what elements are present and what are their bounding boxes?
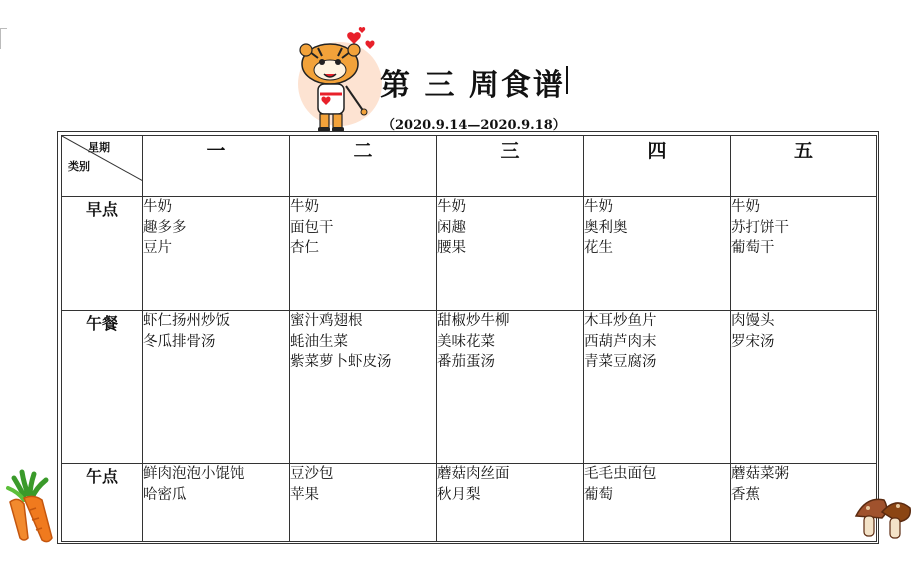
- menu-item: 罗宋汤: [731, 333, 775, 350]
- menu-item: 番茄蛋汤: [437, 354, 495, 370]
- meal-category: 午点: [62, 464, 143, 542]
- menu-item: 香蕉: [731, 486, 760, 503]
- menu-item: 甜椒炒牛柳: [437, 313, 510, 329]
- menu-item: 葡萄干: [731, 240, 775, 256]
- menu-item: 牛奶: [437, 199, 466, 215]
- mushroom-icon: [852, 494, 914, 542]
- menu-item: 秋月梨: [437, 486, 481, 503]
- menu-cell: [731, 311, 877, 464]
- date-range: （2020.9.14—2020.9.18）: [382, 118, 566, 133]
- day-header: 五: [731, 136, 877, 197]
- menu-item: 杏仁: [290, 240, 319, 256]
- menu-item: 虾仁扬州炒饭: [143, 313, 230, 329]
- menu-item: 蜜汁鸡翅根: [290, 313, 363, 329]
- day-header: 一: [143, 136, 290, 197]
- meal-row: [62, 311, 877, 464]
- menu-item: 哈密瓜: [143, 486, 187, 503]
- menu-item: 美味花菜: [437, 333, 495, 350]
- text-cursor: [566, 66, 568, 94]
- menu-item: 苹果: [290, 486, 319, 503]
- menu-cell: [584, 311, 731, 464]
- menu-cell: [584, 464, 731, 542]
- menu-item: 牛奶: [143, 199, 172, 215]
- menu-item: 奥利奥: [584, 219, 628, 236]
- menu-cell: [437, 464, 584, 542]
- menu-item: 青菜豆腐汤: [584, 354, 657, 370]
- corner-week-label: 星期: [88, 141, 110, 154]
- menu-cell: [731, 197, 877, 311]
- menu-item: 豆片: [143, 240, 172, 256]
- meal-row: [62, 464, 877, 542]
- header-row: [62, 136, 877, 197]
- corner-header-cell: [62, 136, 143, 197]
- menu-cell: [143, 197, 290, 311]
- menu-item: 葡萄: [584, 486, 613, 503]
- menu-cell: [143, 464, 290, 542]
- menu-cell: [584, 197, 731, 311]
- menu-item: 牛奶: [731, 199, 760, 215]
- menu-item: 蚝油生菜: [290, 333, 348, 350]
- tiger-mascot-icon: [292, 24, 382, 136]
- menu-item: 鲜肉泡泡小馄饨: [143, 466, 245, 482]
- menu-item: 木耳炒鱼片: [584, 313, 657, 329]
- day-header: 四: [584, 136, 731, 197]
- meal-category: 午餐: [62, 311, 143, 464]
- menu-item: 腰果: [437, 240, 466, 256]
- menu-cell: [143, 311, 290, 464]
- weekly-menu-table: [61, 135, 877, 542]
- menu-item: 花生: [584, 240, 613, 256]
- menu-cell: [437, 311, 584, 464]
- menu-item: 紫菜萝卜虾皮汤: [290, 354, 392, 370]
- menu-cell: [290, 197, 437, 311]
- menu-item: 西葫芦肉末: [584, 333, 657, 350]
- menu-cell: [290, 311, 437, 464]
- menu-item: 闲趣: [437, 219, 466, 236]
- menu-item: 豆沙包: [290, 466, 334, 482]
- meal-row: [62, 197, 877, 311]
- menu-item: 牛奶: [290, 199, 319, 215]
- menu-item: 面包干: [290, 219, 334, 236]
- corner-category-label: 类别: [68, 160, 90, 173]
- menu-cell: [437, 197, 584, 311]
- day-header: 三: [437, 136, 584, 197]
- menu-item: 牛奶: [584, 199, 613, 215]
- page-title: 第 三 周食谱: [380, 68, 565, 103]
- menu-cell: [290, 464, 437, 542]
- carrot-icon: [0, 468, 74, 544]
- menu-item: 趣多多: [143, 219, 187, 236]
- menu-item: 蘑菇菜粥: [731, 466, 789, 482]
- day-header: 二: [290, 136, 437, 197]
- menu-item: 冬瓜排骨汤: [143, 333, 216, 350]
- meal-category: 早点: [62, 197, 143, 311]
- page-corner-mark: [0, 28, 7, 49]
- menu-item: 蘑菇肉丝面: [437, 466, 510, 482]
- menu-item: 毛毛虫面包: [584, 466, 657, 482]
- menu-item: 肉馒头: [731, 313, 775, 329]
- menu-item: 苏打饼干: [731, 219, 789, 236]
